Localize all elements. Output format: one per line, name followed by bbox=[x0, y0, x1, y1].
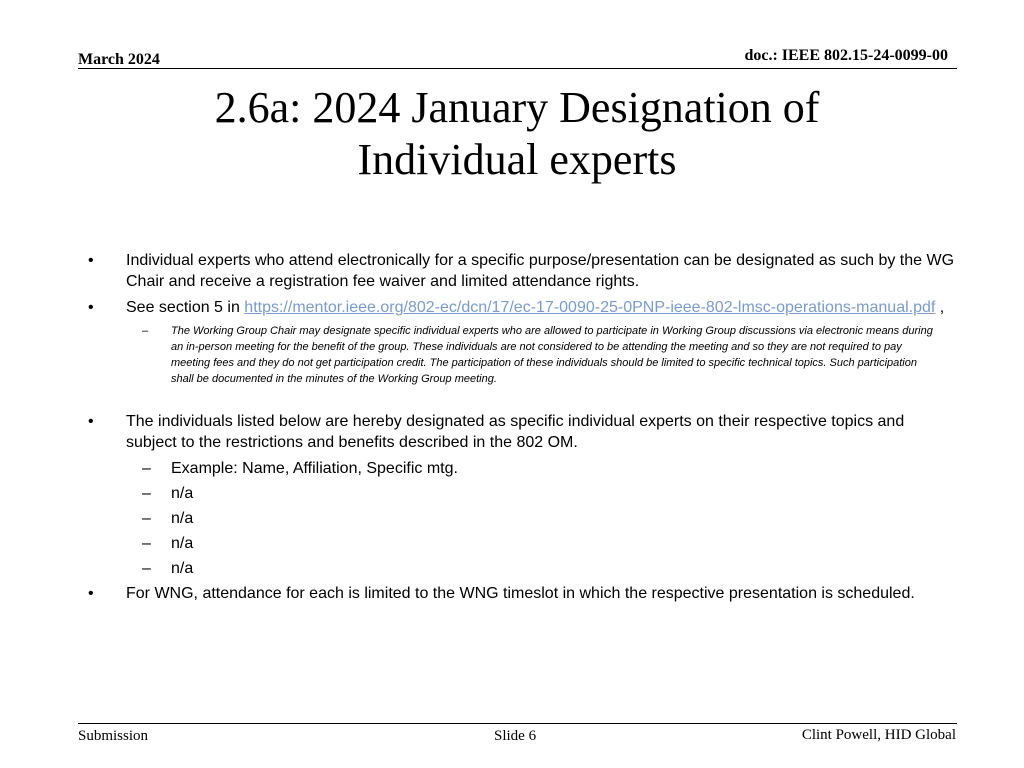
footer-divider bbox=[78, 723, 957, 724]
sub-bullet-om-quote: – The Working Group Chair may designate specific individual experts who are allowed to participate in Working Group discussions via electronic means during an in-person meeting for the benefit of the group. These individuals are not considered to be attending the meeting and so they are not required to pay meeting fees and they do not get participation credit. The participation of these individuals should be limited to specific technical topics. Such participation shall be documented in the minutes of the Working Group meeting. bbox=[88, 323, 958, 387]
slide-body bbox=[88, 250, 958, 609]
footer-submission: Submission bbox=[78, 728, 149, 744]
slide-title bbox=[60, 82, 974, 186]
slide-title-line-1: 2.6a: 2024 January Designation of bbox=[214, 83, 820, 132]
sub-bullet-example: – Example: Name, Affiliation, Specific mtg. bbox=[88, 458, 958, 479]
bullet-see-section bbox=[88, 297, 958, 318]
header-doc-id: doc.: IEEE 802.15-24-0099-00 bbox=[744, 47, 948, 64]
bullet-wng-attendance: • For WNG, attendance for each is limited to the WNG timeslot in which the respective presentation is scheduled. bbox=[88, 583, 958, 604]
footer-slide-number: Slide 6 bbox=[494, 728, 537, 744]
footer-author: Clint Powell, HID Global bbox=[801, 727, 956, 743]
header-divider bbox=[78, 68, 957, 69]
operations-manual-link[interactable]: https://mentor.ieee.org/802-ec/dcn/17/ec-17-0090-25-0PNP-ieee-802-lmsc-operations-manual.pdf bbox=[244, 299, 936, 316]
bullet-see-section-prefix: See section 5 in bbox=[126, 299, 245, 316]
sub-bullet-na-1: – n/a bbox=[88, 483, 958, 504]
slide-title-line-2: Individual experts bbox=[357, 135, 677, 184]
sub-bullet-na-3: – n/a bbox=[88, 533, 958, 554]
sub-bullet-na-4: – n/a bbox=[88, 558, 958, 579]
header-date: March 2024 bbox=[78, 51, 160, 68]
bullet-individual-experts: • Individual experts who attend electronically for a specific purpose/presentation can be designated as such by the WG Chair and receive a registration fee waiver and limited attendance rights. bbox=[88, 250, 958, 292]
sub-bullet-na-2: – n/a bbox=[88, 508, 958, 529]
bullet-see-section-suffix: , bbox=[935, 299, 945, 316]
bullet-designated-individuals: • The individuals listed below are hereby designated as specific individual experts on their respective topics and subject to the restrictions and benefits described in the 802 OM. bbox=[88, 411, 958, 453]
